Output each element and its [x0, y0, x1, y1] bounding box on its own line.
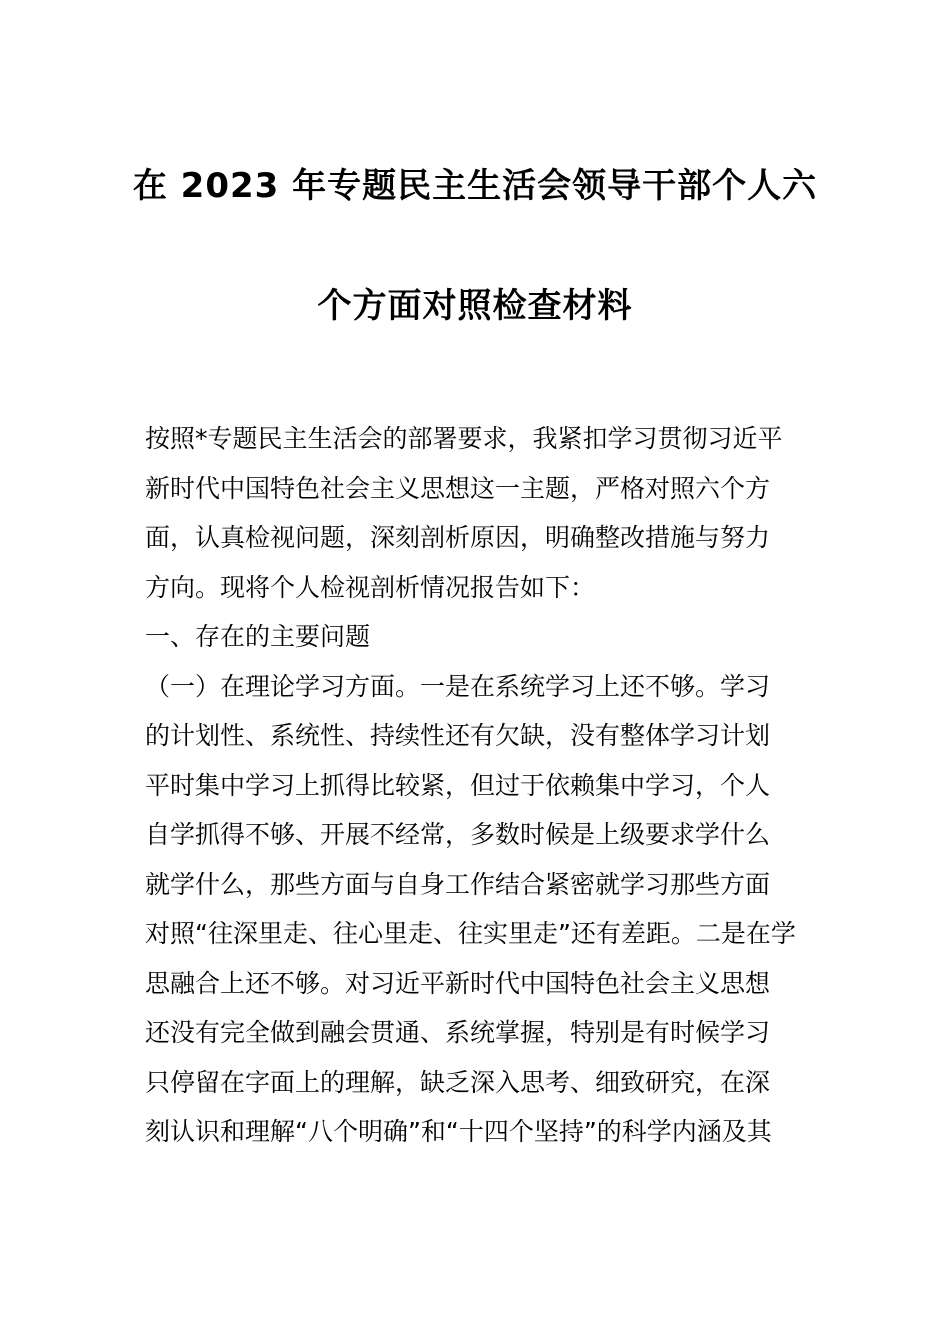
body-line: 自学抓得不够、开展不经常，多数时候是上级要求学什么 — [145, 820, 771, 849]
body-line: 按照*专题民主生活会的部署要求，我紧扣学习贯彻习近平 — [145, 424, 783, 453]
document-title-line-1: 在 2023 年专题民主生活会领导干部个人六 — [132, 166, 818, 206]
body-line: 思融合上还不够。对习近平新时代中国特色社会主义思想 — [145, 968, 771, 998]
body-line: 刻认识和理解“八个明确”和“十四个坚持”的科学内涵及其 — [145, 1117, 772, 1146]
body-line: 的计划性、系统性、持续性还有欠缺，没有整体学习计划 — [145, 721, 771, 750]
body-line: （一）在理论学习方面。一是在系统学习上还不够。学习 — [145, 671, 771, 701]
body-line: 面，认真检视问题，深刻剖析原因，明确整改措施与努力 — [145, 523, 771, 552]
body-line: 平时集中学习上抓得比较紧，但过于依赖集中学习，个人 — [145, 770, 771, 800]
document-title-line-2: 个方面对照检查材料 — [317, 286, 633, 326]
body-line: 对照“往深里走、往心里走、往实里走”还有差距。二是在学 — [145, 919, 796, 948]
body-line: 只停留在字面上的理解，缺乏深入思考、细致研究，在深 — [145, 1067, 771, 1097]
body-line: 还没有完全做到融会贯通、系统掌握，特别是有时候学习 — [145, 1018, 771, 1047]
document-body — [145, 414, 815, 1157]
body-line: 新时代中国特色社会主义思想这一主题，严格对照六个方 — [145, 473, 771, 503]
body-line: 方向。现将个人检视剖析情况报告如下： — [145, 572, 596, 602]
body-line: 就学什么，那些方面与自身工作结合紧密就学习那些方面 — [145, 869, 771, 899]
section-heading: 一、存在的主要问题 — [145, 622, 371, 651]
